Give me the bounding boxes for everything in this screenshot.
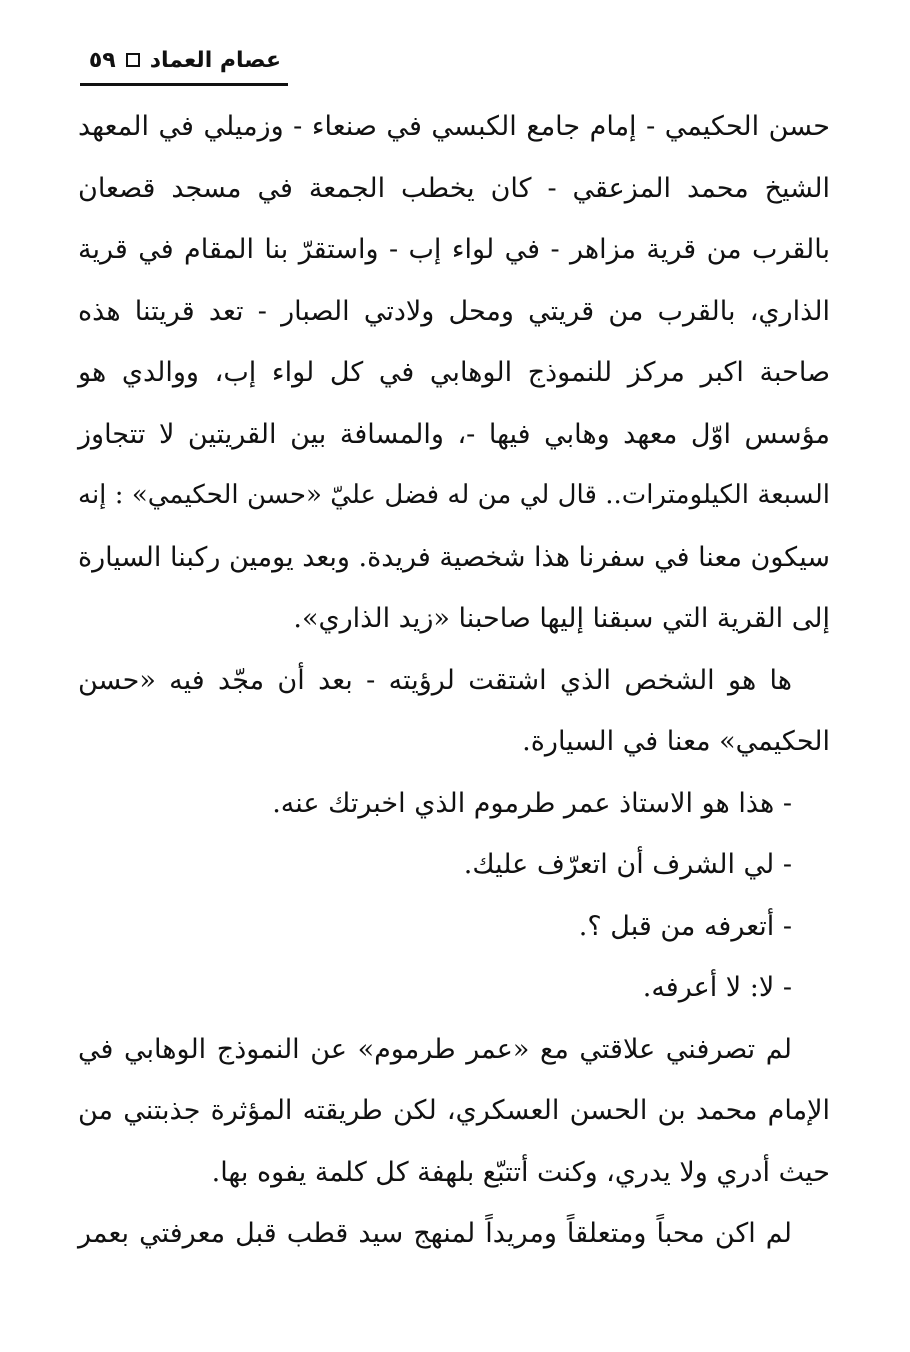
- text-line: صاحبة اكبر مركز للنموذج الوهابي في كل لواء إب، ووالدي هو: [78, 357, 830, 388]
- paragraph-4: [78, 1203, 830, 1265]
- text-line: إلى القرية التي سبقنا إليها صاحبنا «زيد الذاري».: [293, 603, 830, 634]
- dialogue-line: - أتعرفه من قبل ؟.: [578, 910, 792, 942]
- text-line: حيث أدري ولا يدري، وكنت أتتبّع بلهفة كل كلمة يفوه بها.: [211, 1156, 830, 1188]
- running-title: عصام العماد: [149, 47, 281, 73]
- text-line: الشيخ محمد المزعقي - كان يخطب الجمعة في مسجد قصعان: [78, 172, 830, 204]
- dialogue-line: - هذا هو الاستاذ عمر طرموم الذي اخبرتك عنه.: [272, 787, 792, 819]
- dialogue-line: - لي الشرف أن اتعرّف عليك.: [463, 849, 792, 880]
- square-ornament-icon: [126, 53, 140, 67]
- paragraph-1: [78, 96, 830, 650]
- text-line: سيكون معنا في سفرنا هذا شخصية فريدة. وبعد يومين ركبنا السيارة: [78, 541, 830, 573]
- running-head: [80, 40, 281, 80]
- header-rule: [80, 83, 288, 86]
- page-body: [78, 96, 830, 1265]
- text-line: لم اكن محباً ومتعلقاً ومريداً لمنهج سيد قطب قبل معرفتي بعمر: [78, 1218, 792, 1249]
- dialogue-line: - لا: لا أعرفه.: [642, 972, 792, 1003]
- paragraph-2: [78, 650, 830, 773]
- dialogue-block: [78, 773, 830, 1019]
- text-line: الحكيمي» معنا في السيارة.: [522, 726, 830, 757]
- text-line: لم تصرفني علاقتي مع «عمر طرموم» عن النموذج الوهابي في: [78, 1033, 792, 1065]
- text-line: ها هو الشخص الذي اشتقت لرؤيته - بعد أن مجّد فيه «حسن: [78, 664, 792, 696]
- text-line: حسن الحكيمي - إمام جامع الكبسي في صنعاء - وزميلي في المعهد: [78, 111, 830, 142]
- text-line: الذاري، بالقرب من قريتي ومحل ولادتي الصبار - تعد قريتنا هذه: [78, 295, 830, 327]
- text-line: الإمام محمد بن الحسن العسكري، لكن طريقته المؤثرة جذبتني من: [78, 1095, 830, 1126]
- paragraph-3: [78, 1019, 830, 1204]
- text-line: مؤسس اوّل معهد وهابي فيها -، والمسافة بين القريتين لا تتجاوز: [78, 418, 830, 450]
- text-line: السبعة الكيلومترات.. قال لي من له فضل عليّ «حسن الحكيمي» : إنه: [78, 480, 830, 510]
- text-line: بالقرب من قرية مزاهر - في لواء إب - واستقرّ بنا المقام في قرية: [78, 234, 830, 265]
- page-number: ٥٩: [88, 47, 116, 73]
